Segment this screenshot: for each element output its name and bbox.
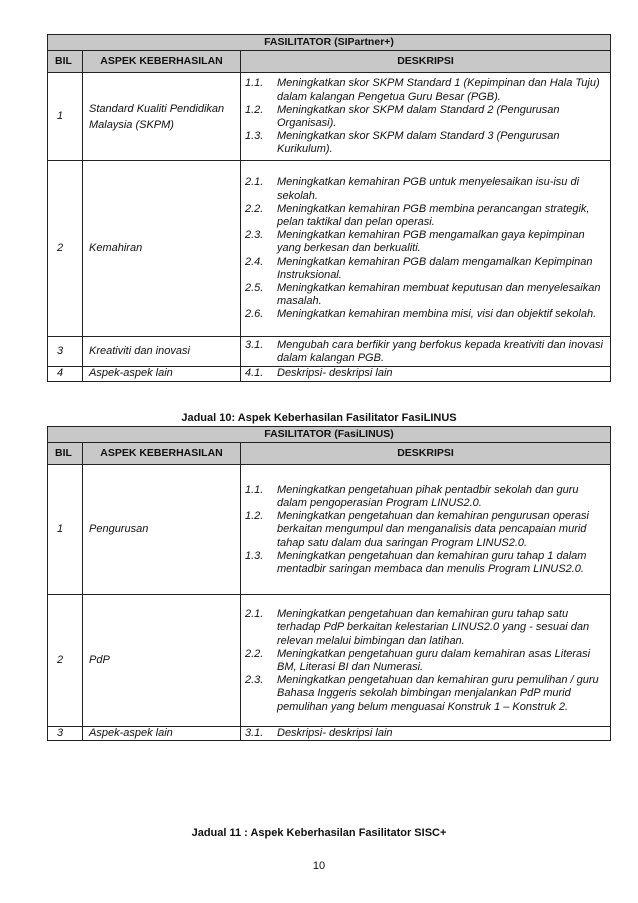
row-bil: 1 — [48, 73, 83, 161]
page-number: 10 — [312, 860, 326, 872]
description-list — [245, 484, 606, 576]
table-fasilinus — [47, 426, 611, 741]
table-row — [48, 367, 611, 381]
row-bil: 2 — [48, 595, 83, 727]
row-aspek: PdP — [83, 595, 241, 727]
list-item: 2.4. Meningkatkan kemahiran PGB dalam mengamalkan Kepimpinan Instruksional. — [245, 255, 593, 281]
table-row — [48, 465, 611, 595]
header-bil: BIL — [48, 443, 83, 465]
row-bil: 1 — [48, 465, 83, 595]
table-row — [48, 161, 611, 337]
row-bil: 4 — [48, 367, 83, 381]
list-item: 2.1. Meningkatkan kemahiran PGB untuk menyelesaikan isu-isu di sekolah. — [245, 176, 580, 202]
list-item: 2.1. Meningkatkan pengetahuan dan kemahiran guru tahap satu terhadap PdP berkaitan kelestarian LINUS2.0 yang - sesuai dan relevan melalui bimbingan dan latihan. — [245, 608, 590, 647]
table-caption: Jadual 11 : Aspek Keberhasilan Fasilitator SISC+ — [191, 827, 447, 839]
description-list — [245, 339, 606, 365]
list-item: 1.3. Meningkatkan pengetahuan dan kemahiran guru tahap 1 dalam mentadbir saringan membaca dan menulis Program LINUS2.0. — [245, 549, 587, 575]
list-item: 3.1. Mengubah cara berfikir yang berfokus kepada kreativiti dan inovasi dalam kalangan PGB. — [245, 339, 603, 365]
description-list — [245, 367, 606, 380]
table-row — [48, 727, 611, 741]
list-item: 2.5. Meningkatkan kemahiran membuat keputusan dan menyelesaikan masalah. — [245, 282, 601, 308]
list-item: 1.1. Meningkatkan skor SKPM Standard 1 (Kepimpinan dan Hala Tuju) dalam kalangan Pengetua Guru Besar (PGB). — [245, 77, 600, 103]
list-item: 1.1. Meningkatkan pengetahuan pihak pentadbir sekolah dan guru dalam pengoperasian Program LINUS2.0. — [245, 483, 579, 509]
list-item: 2.3. Meningkatkan pengetahuan dan kemahiran guru pemulihan / guru Bahasa Inggeris sekolah bimbingan menjalankan PdP murid pemulihan yang belum menguasai Konstruk 1 – Konstruk 2. — [245, 674, 599, 713]
table-title: FASILITATOR (FasiLINUS) — [48, 427, 611, 443]
row-aspek: Aspek-aspek lain — [83, 727, 241, 741]
row-bil: 3 — [48, 727, 83, 741]
table-caption: Jadual 10: Aspek Keberhasilan Fasilitator FasiLINUS — [181, 412, 457, 424]
list-item: 2.2. Meningkatkan pengetahuan guru dalam kemahiran asas Literasi BM, Literasi BI dan Numerasi. — [245, 647, 591, 673]
list-item: 4.1. Deskripsi- deskripsi lain — [245, 367, 393, 380]
header-deskripsi: DESKRIPSI — [241, 443, 611, 465]
list-item: 1.2. Meningkatkan skor SKPM dalam Standard 2 (Pengurusan Organisasi). — [245, 103, 560, 129]
description-list — [245, 176, 606, 321]
table-row — [48, 595, 611, 727]
header-bil: BIL — [48, 51, 83, 73]
list-item: 2.2. Meningkatkan kemahiran PGB membina perancangan strategik, pelan taktikal dan pelan operasi. — [245, 202, 590, 228]
description-list — [245, 77, 606, 156]
table-row — [48, 337, 611, 367]
row-aspek: Pengurusan — [83, 465, 241, 595]
row-bil: 2 — [48, 161, 83, 337]
table-row — [48, 73, 611, 161]
row-aspek: Kreativiti dan inovasi — [83, 337, 241, 367]
row-aspek: Aspek-aspek lain — [83, 367, 241, 381]
table-title: FASILITATOR (SIPartner+) — [48, 35, 611, 51]
header-aspek: ASPEK KEBERHASILAN — [83, 51, 241, 73]
list-item: 2.3. Meningkatkan kemahiran PGB mengamalkan gaya kepimpinan yang berkesan dan berkualiti. — [245, 229, 585, 255]
list-item: 1.3. Meningkatkan skor SKPM dalam Standard 3 (Pengurusan Kurikulum). — [245, 130, 560, 156]
row-aspek: Standard Kualiti Pendidikan Malaysia (SKPM) — [83, 73, 241, 161]
list-item: 1.2. Meningkatkan pengetahuan dan kemahiran pengurusan operasi berkaitan mengumpul dan menganalisis data pencapaian murid tahap satu dalam dua saringan Program LINUS2.0. — [245, 510, 589, 549]
table-sipartner — [47, 34, 611, 382]
row-bil: 3 — [48, 337, 83, 367]
description-list — [245, 608, 606, 714]
list-item: 2.6. Meningkatkan kemahiran membina misi, visi dan objektif sekolah. — [245, 308, 597, 321]
header-deskripsi: DESKRIPSI — [241, 51, 611, 73]
header-aspek: ASPEK KEBERHASILAN — [83, 443, 241, 465]
row-aspek: Kemahiran — [83, 161, 241, 337]
list-item: 3.1. Deskripsi- deskripsi lain — [245, 727, 393, 739]
description-list — [245, 727, 606, 740]
